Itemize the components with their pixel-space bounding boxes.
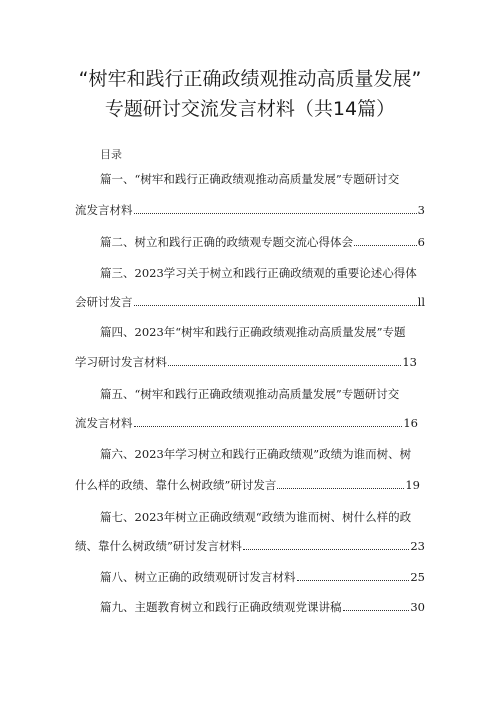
toc-entry-5-line1[interactable]: 篇五、“树牢和践行正确政绩观推动高质量发展”专题研讨交	[100, 387, 400, 401]
leader-dots	[134, 203, 417, 214]
toc-entry-1-line1[interactable]: 篇一、“树牢和践行正确政绩观推动高质量发展”专题研讨交	[100, 172, 400, 186]
toc-entry-4-page: 13	[402, 355, 417, 369]
toc-entry-6-line1[interactable]: 篇六、2023年学习树立和践行正确政绩观”政绩为谁而树、树	[100, 447, 412, 461]
toc-entry-5-page: 16	[403, 416, 418, 430]
toc-entry-6-page: 19	[405, 478, 420, 492]
leader-dots	[277, 478, 404, 489]
document-title-line2: 专题研讨交流发言材料（共14篇）	[104, 98, 396, 120]
toc-entry-7-page: 23	[410, 539, 425, 553]
toc-entry-1-page: 3	[417, 203, 425, 217]
toc-entry-8[interactable]: 篇八、树立正确的政绩观研讨发言材料 25	[100, 570, 425, 584]
toc-entry-6-line2[interactable]: 什么样的政绩、靠什么树政绩”研讨发言 19	[75, 478, 420, 492]
toc-entry-2-page: 6	[417, 235, 425, 249]
leader-dots	[134, 416, 403, 427]
toc-label: 目录	[100, 148, 122, 161]
toc-entry-7-line2[interactable]: 绩、靠什么树政绩”研讨发言材料 23	[75, 539, 425, 553]
toc-entry-3-page: ll	[417, 295, 425, 309]
toc-entry-4-line2[interactable]: 学习研讨发言材料 13	[75, 355, 417, 369]
toc-entry-5-line2[interactable]: 流发言材料 16	[75, 416, 418, 430]
document-title-line1: “树牢和践行正确政绩观推动高质量发展”	[78, 68, 422, 90]
toc-entry-4-line1[interactable]: 篇四、2023年“树牢和践行正确政绩观推动高质量发展”专题	[100, 325, 406, 339]
leader-dots	[297, 570, 410, 581]
leader-dots	[354, 235, 417, 246]
toc-entry-9-page: 30	[410, 600, 425, 614]
toc-entry-8-page: 25	[410, 570, 425, 584]
leader-dots	[134, 295, 417, 306]
toc-entry-3-line1[interactable]: 篇三、2023学习关于树立和践行正确政绩观的重要论述心得体	[100, 266, 417, 280]
leader-dots	[343, 600, 410, 611]
toc-entry-3-line2[interactable]: 会研讨发言 ll	[75, 295, 425, 309]
toc-entry-7-line1[interactable]: 篇七、2023年树立正确政绩观“政绩为谁而树、树什么样的政	[100, 510, 412, 524]
toc-entry-1-line2[interactable]: 流发言材料 3	[75, 203, 425, 217]
toc-entry-2[interactable]: 篇二、树立和践行正确的政绩观专题交流心得体会 6	[100, 235, 425, 249]
leader-dots	[168, 355, 401, 366]
toc-entry-9[interactable]: 篇九、主题教育树立和践行正确政绩观党课讲稿 30	[100, 600, 425, 614]
leader-dots	[243, 539, 409, 550]
